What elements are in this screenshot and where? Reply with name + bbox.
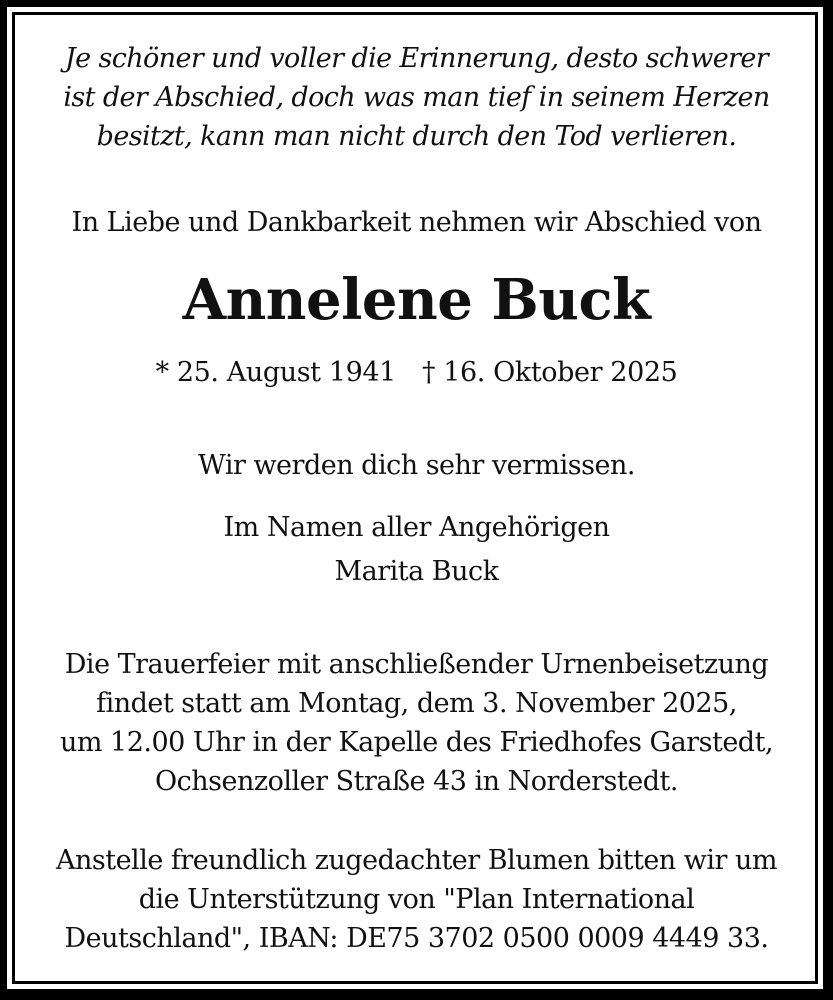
farewell-text: Wir werden dich sehr vermissen. xyxy=(198,450,635,481)
intro-text: In Liebe und Dankbarkeit nehmen wir Abschied von xyxy=(71,207,762,238)
motto-line-3: besitzt, kann man nicht durch den Tod verlieren. xyxy=(96,121,737,152)
motto-line-2: ist der Abschied, doch was man tief in seinem Herzen xyxy=(63,82,770,113)
deceased-name: Annelene Buck xyxy=(182,267,651,333)
death-date: † 16. Oktober 2025 xyxy=(421,357,678,388)
motto-line-1: Je schöner und voller die Erinnerung, desto schwerer xyxy=(64,43,769,74)
ceremony-line-4: Ochsenzoller Straße 43 in Norderstedt. xyxy=(155,766,678,797)
life-dates xyxy=(0,359,833,386)
signature-label: Im Namen aller Angehörigen xyxy=(223,512,610,543)
signature-name: Marita Buck xyxy=(334,556,499,587)
ceremony-line-1: Die Trauerfeier mit anschließender Urnenbeisetzung xyxy=(64,649,769,680)
donation-line-1: Anstelle freundlich zugedachter Blumen bitten wir um xyxy=(55,845,777,876)
ceremony-line-2: findet statt am Montag, dem 3. November 2025, xyxy=(96,688,737,719)
birth-date: * 25. August 1941 xyxy=(155,357,396,388)
donation-line-3: Deutschland", IBAN: DE75 3702 0500 0009 4449 33. xyxy=(64,923,769,954)
donation-line-2: die Unterstützung von "Plan International xyxy=(138,884,695,915)
ceremony-line-3: um 12.00 Uhr in der Kapelle des Friedhofes Garstedt, xyxy=(59,727,774,758)
